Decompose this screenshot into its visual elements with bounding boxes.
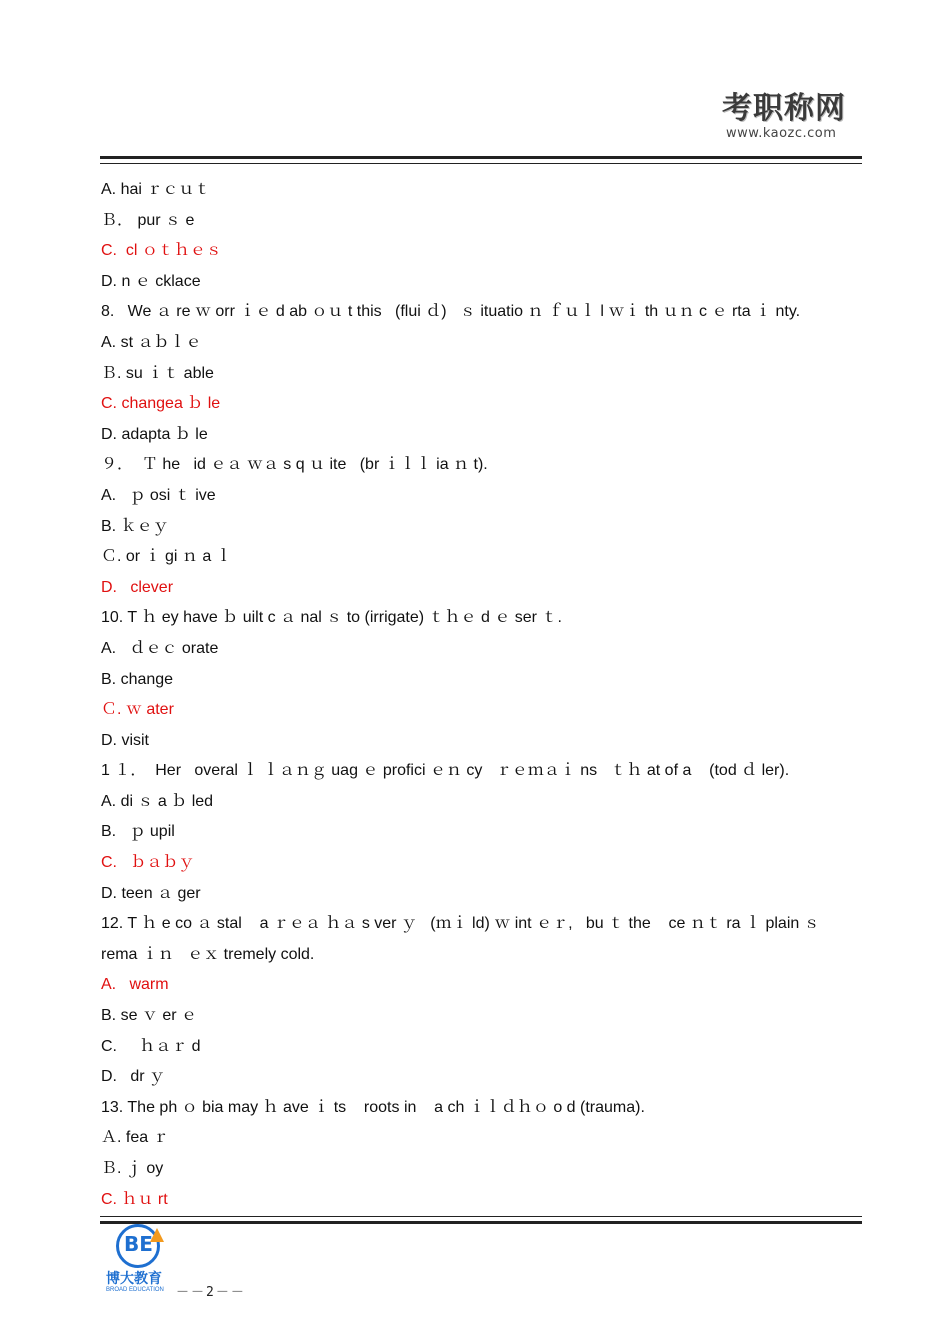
text-line: D. visit (101, 731, 149, 749)
text-line: B. change (101, 670, 174, 688)
text-line: Ａ. fea ｒ (101, 1129, 169, 1147)
text-line: A. di ｓ a ｂ led (101, 792, 214, 810)
broad-education-logo (104, 1222, 174, 1294)
text-line: 12. T ｈ e co ａ stal a ｒｅａ ｈａ s ver ｙ (ｍｉ ld) ｗ int ｅｒ, bu ｔ the ce ｎｔ ra ｌ plain ｓ (101, 915, 820, 933)
answer-option-line: C. ｈｕ rt (101, 1190, 168, 1208)
answer-option-line: C. changea ｂ le (101, 395, 221, 413)
text-line: B. ｋｅｙ (101, 517, 169, 535)
text-line: 10. T ｈ ey have ｂ uilt c ａ nal ｓ to (irrigate) ｔｈｅ d ｅ ser ｔ. (101, 609, 562, 627)
page-number: －－2－－ (176, 1285, 246, 1300)
text-line: B. ｐ upil (101, 823, 175, 841)
logo-chinese-name: 博大教育 (106, 1271, 162, 1287)
answer-option-line: A. warm (101, 976, 169, 994)
site-logo (722, 92, 862, 144)
text-line: Ｂ. ｊ oy (101, 1160, 164, 1177)
text-line: D. adapta ｂ le (101, 425, 208, 443)
footer-divider (100, 1216, 862, 1224)
text-line: D. teen ａ ger (101, 884, 201, 902)
answer-option-line: C. cl ｏｔｈｅｓ (101, 242, 222, 260)
text-line: rema ｉｎ ｅｘ tremely cold. (101, 945, 315, 963)
logo-english-name: BROAD EDUCATION (106, 1287, 164, 1293)
text-line: Ｂ． pur ｓ e (101, 211, 195, 229)
site-logo-url: www.kaozc.com (726, 126, 837, 141)
text-line: 8. We ａ re ｗ orr ｉｅ d ab ｏｕ t this (flui ｄ) ｓ ituatio ｎ ｆｕｌ l ｗｉ th ｕｎ c ｅ rta ｉ nty. (101, 303, 801, 321)
site-logo-title: 考职称网 (722, 91, 846, 126)
header-divider (100, 156, 862, 164)
text-line: D. dr ｙ (101, 1068, 166, 1086)
text-line: Ｂ. su ｉｔ able (101, 364, 214, 382)
text-line: A. ｄｅｃ orate (101, 639, 219, 657)
text-line: D. n ｅ cklace (101, 272, 201, 290)
text-line: 1 １． Her overal ｌ ｌａｎｇ uag ｅ profici ｅｎ cy ｒｅｍａｉ ns ｔｈ at of a (tod ｄ ler). (101, 762, 790, 780)
answer-option-line: D. clever (101, 578, 174, 596)
logo-mark: BE (124, 1232, 153, 1256)
text-line: 13. The ph ｏ bia may ｈ ave ｉ ts roots in a ch ｉｌｄｈｏ o d (trauma). (101, 1098, 645, 1116)
text-line: ９． Ｔ he id ｅａ ｗａ s q ｕ ite (br ｉｌｌ ia ｎ t). (101, 456, 488, 474)
document-body (101, 175, 861, 1215)
text-line: Ｃ. or ｉ gi ｎ a ｌ (101, 548, 232, 566)
text-line: A. ｐ osi ｔ ive (101, 486, 216, 504)
text-line: A. hai ｒｃｕｔ (101, 181, 211, 198)
logo-arrow-icon (150, 1228, 164, 1242)
answer-option-line: C. ｂａｂｙ (101, 854, 195, 872)
text-line: C. ｈａｒ d (101, 1037, 201, 1055)
answer-option-line: Ｃ. ｗ ater (101, 701, 174, 719)
text-line: B. se ｖ er ｅ (101, 1007, 198, 1025)
text-line: A. st ａｂｌｅ (101, 333, 202, 351)
